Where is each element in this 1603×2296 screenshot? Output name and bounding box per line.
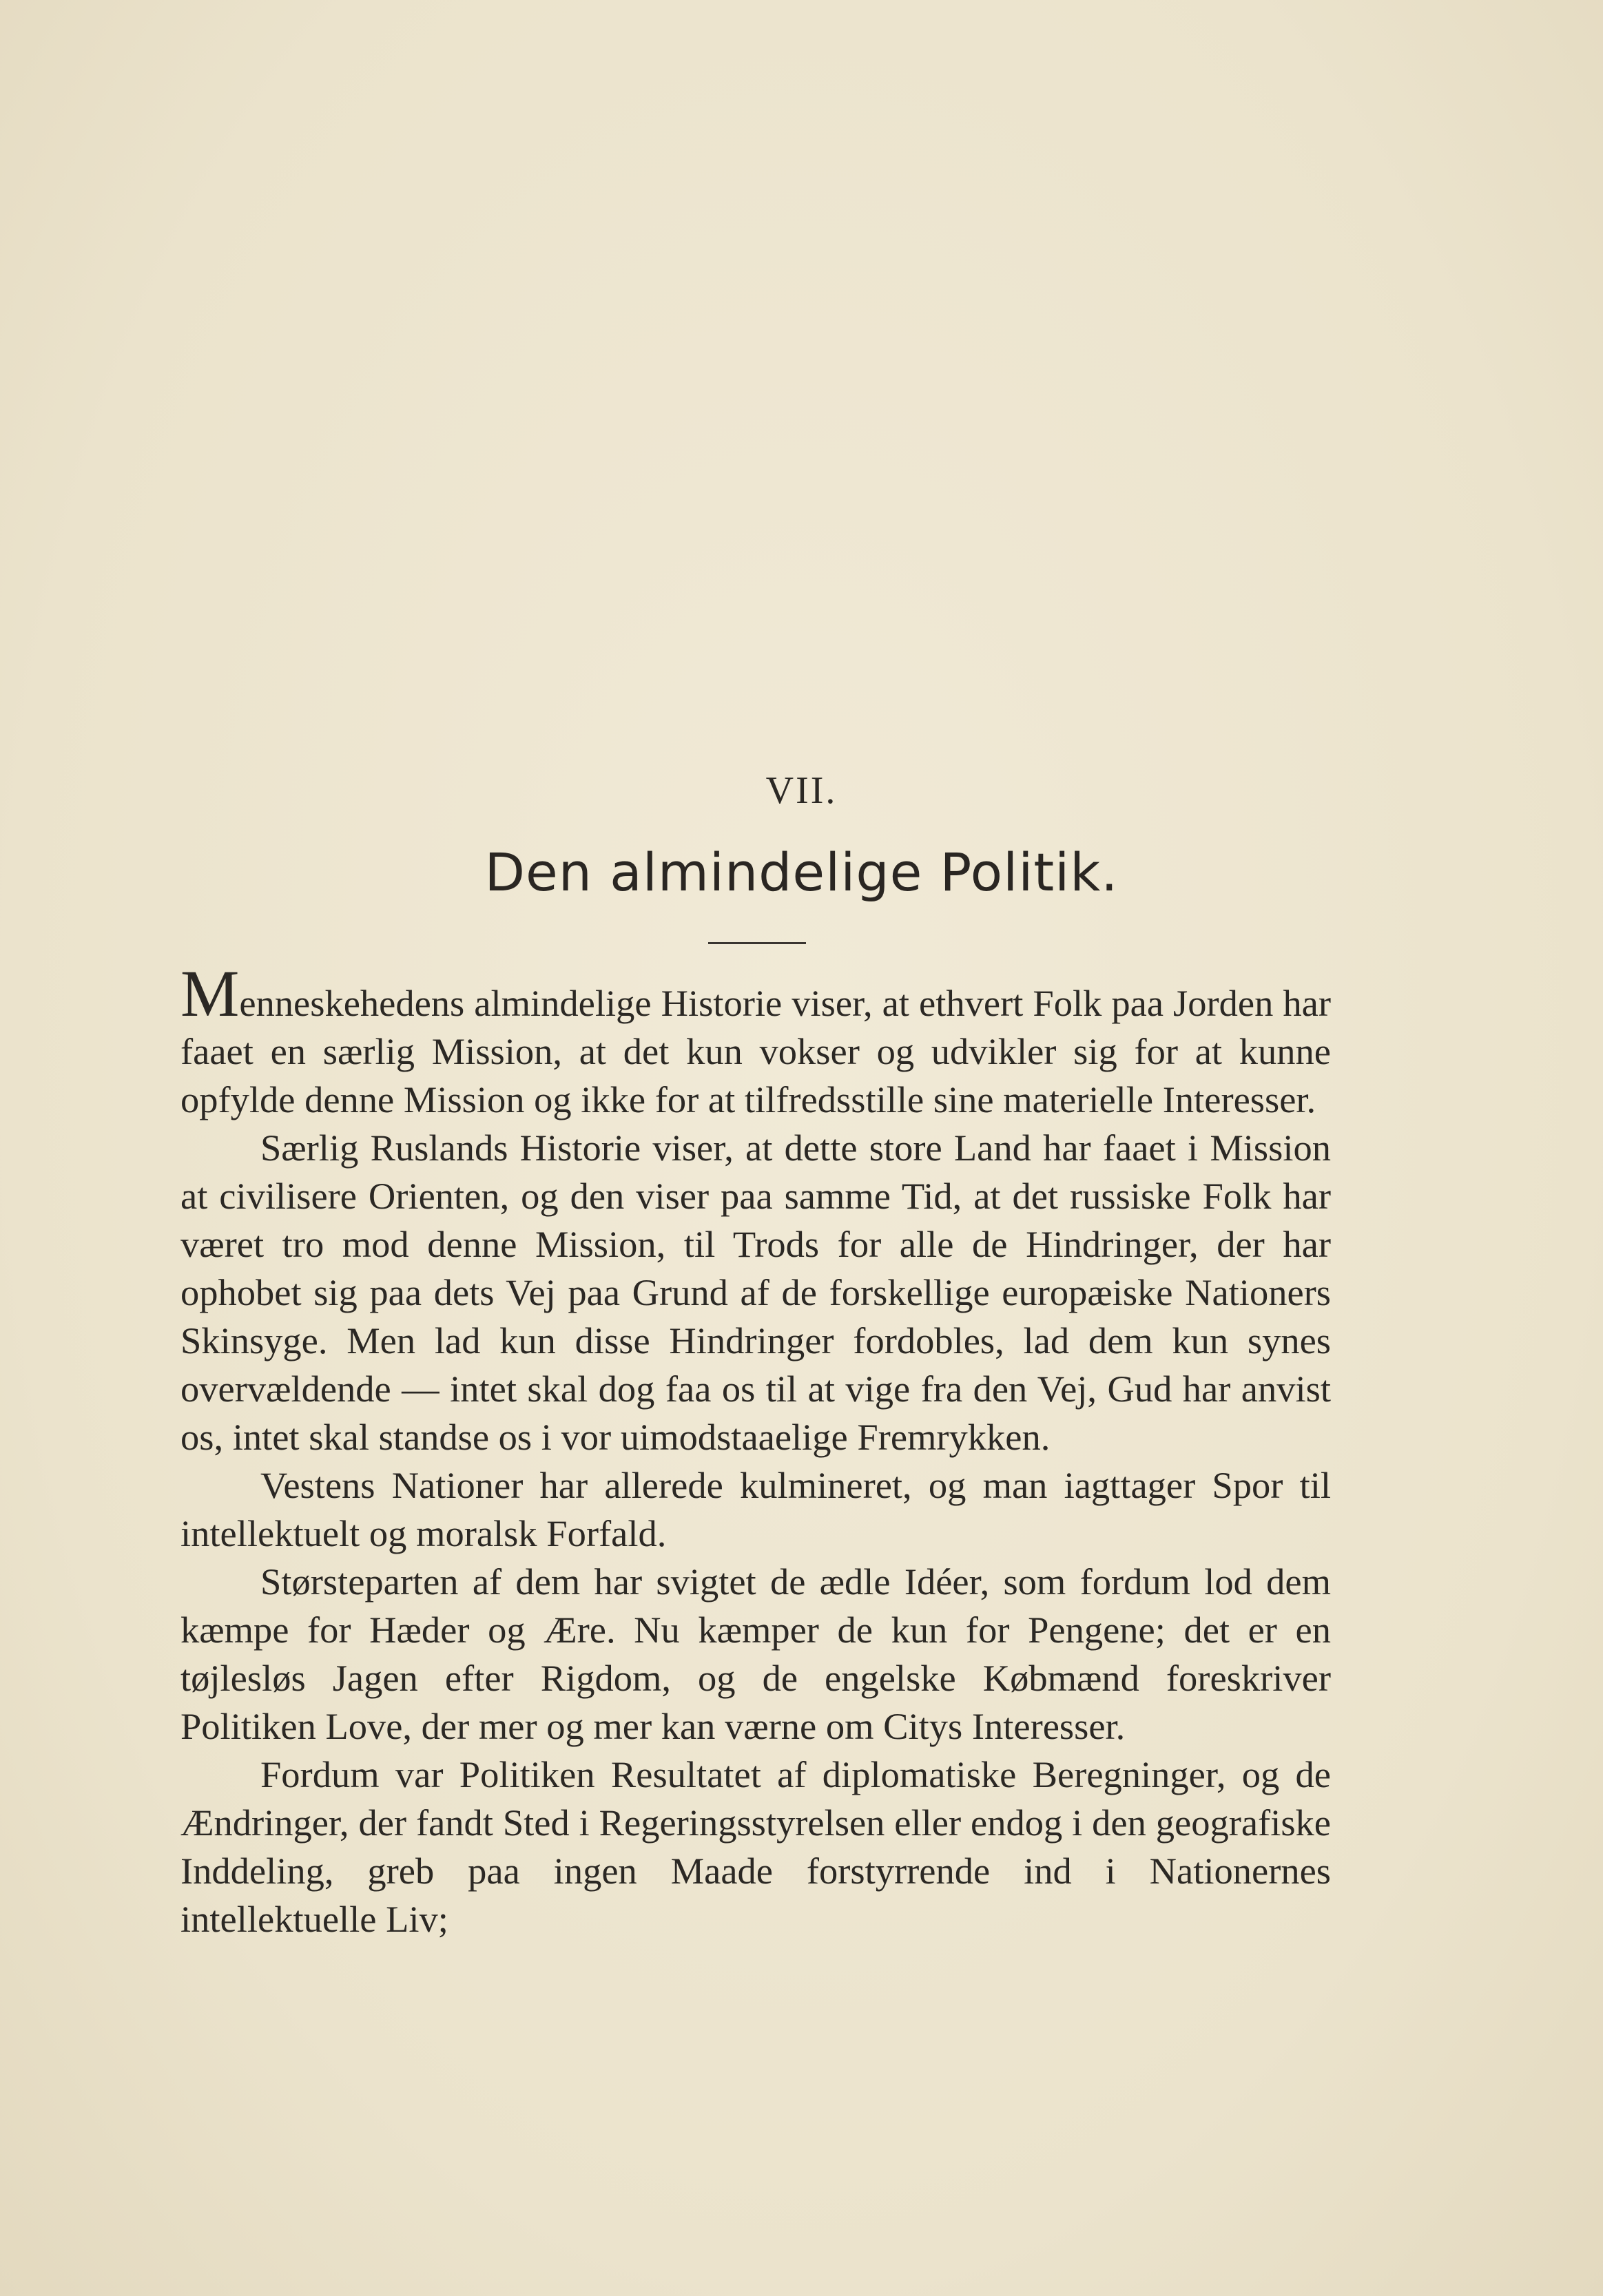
- body-text: [180, 957, 1331, 1943]
- paragraph-1: [180, 957, 1331, 1124]
- paragraph-1-text: enneskehedens almindelige Historie viser, at ethvert Folk paa Jorden har faaet en særlig Mission, at det kun vokser og udvikler sig for at kunne opfylde denne Mission og ikke for at tilfredsstille sine materielle Interesser.: [180, 982, 1331, 1120]
- chapter-number: VII.: [765, 769, 838, 812]
- paragraph-4: Størsteparten af dem har svigtet de ædle Idéer, som fordum lod dem kæmpe for Hæder og Ære. Nu kæmper de kun for Pengene; det er en tøjlesløs Jagen efter Rigdom, og de engelske Købmænd foreskriver Politiken Love, der mer og mer kan værne om Citys Interesser.: [180, 1561, 1331, 1747]
- chapter-title: Den almindelige Politik.: [484, 842, 1119, 903]
- drop-cap: M: [180, 957, 240, 1030]
- paragraph-3: Vestens Nationer har allerede kulmineret, og man iagttager Spor til intellektuelt og moralsk Forfald.: [180, 1464, 1331, 1554]
- paragraph-5: Fordum var Politiken Resultatet af diplomatiske Beregninger, og de Ændringer, der fandt Sted i Regeringsstyrelsen eller endog i den geografiske Inddeling, greb paa ingen Maade forstyrrende ind i Nationernes intellektuelle Liv;: [180, 1753, 1331, 1940]
- paragraph-2: Særlig Ruslands Historie viser, at dette store Land har faaet i Mission at civilisere Orienten, og den viser paa samme Tid, at det russiske Folk har været tro mod denne Mission, til Trods for alle de Hindringer, der har ophobet sig paa dets Vej paa Grund af de forskellige europæiske Nationers Skinsyge. Men lad kun disse Hindringer fordobles, lad dem kun synes overvældende — intet skal dog faa os til at vige fra den Vej, Gud har anvist os, intet skal standse os i vor uimodstaaelige Fremrykken.: [180, 1127, 1331, 1458]
- title-divider: [708, 942, 806, 944]
